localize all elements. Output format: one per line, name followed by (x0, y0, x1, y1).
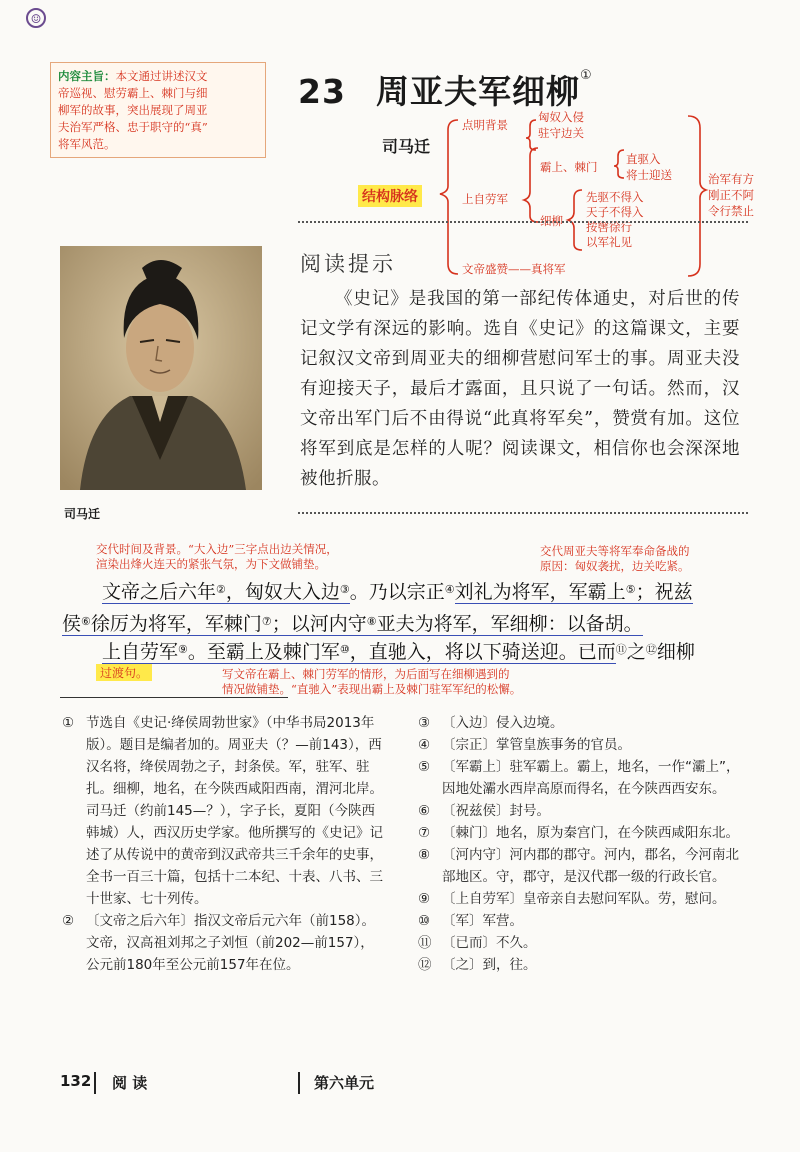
footnote-ref[interactable]: ⑦ (261, 615, 272, 628)
footer-unit: 第六单元 (314, 1074, 375, 1092)
text-run: 。乃以宗正 (349, 581, 445, 603)
page-number: 132 (60, 1072, 92, 1090)
footnote-ref[interactable]: ⑨ (178, 643, 188, 656)
annotation-line: 写文帝在霸上、棘门劳军的情形，为后面写在细柳遇到的 (222, 667, 510, 681)
footnote-item (62, 712, 384, 910)
summary-line: 柳军的故事，突出展现了周亚 (58, 103, 208, 117)
footnote-text: 〔祝兹侯〕封号。 (442, 803, 550, 819)
footnote-item (418, 712, 744, 734)
annotation-line: 交代时间及背景。“大入边”三字点出边关情况， (96, 542, 338, 556)
mindmap-node: 上自劳军 (462, 192, 508, 206)
text-run: ，匈奴大入边 (225, 581, 340, 603)
text-run: 之 (626, 641, 646, 663)
text-run: 侯 (62, 613, 82, 635)
smiley-icon: ☺ (26, 8, 46, 28)
footnote-text: 〔已而〕不久。 (442, 935, 537, 951)
footnote-item (418, 910, 744, 932)
lesson-title (298, 66, 593, 113)
footnote-text: 〔棘门〕地名，原为秦宫门，在今陕西咸阳东北。 (442, 825, 739, 841)
summary-label: 内容主旨： (58, 69, 116, 83)
footnote-text: 〔军〕军营。 (442, 913, 523, 929)
footnote-text: 〔文帝之后六年〕指汉文帝后元六年（前158）。文帝，汉高祖刘邦之子刘恒（前202—前157），公元前180年至公元前157年在位。 (86, 913, 376, 973)
divider (298, 512, 748, 514)
underlined-phrase (102, 581, 350, 604)
annotation-left (96, 542, 338, 572)
summary-line: 夫治军严格、忠于职守的“真” (58, 120, 208, 134)
lesson-title-text: 周亚夫军细柳 (375, 72, 580, 111)
footnote-item (418, 800, 744, 822)
footnote-ref[interactable]: ⑤ (625, 583, 636, 596)
text-run: ；祝兹 (635, 581, 693, 603)
transition-tag: 过渡句。 (96, 664, 152, 681)
mindmap-node: 以军礼见 (586, 235, 632, 249)
mindmap-node: 匈奴入侵 (538, 110, 584, 124)
footnote-ref[interactable]: ① (579, 68, 593, 83)
footnote-ref[interactable]: ⑧ (366, 615, 377, 628)
lesson-number: 23 (298, 72, 346, 111)
mindmap-node: 点明背景 (462, 118, 508, 132)
summary-line: 将军风范。 (58, 137, 116, 151)
footer-section: 阅 读 (112, 1074, 148, 1092)
footnote-item (418, 954, 744, 976)
underlined-phrase (455, 581, 693, 604)
annotation-line: 情况做铺垫。“直驰入”表现出霸上及棘门驻军军纪的松懈。 (222, 682, 522, 696)
footnote-item (418, 734, 744, 756)
mindmap-conclusion: 刚正不阿 (708, 188, 754, 202)
footnote-number: ① (62, 715, 75, 731)
mindmap-node: 文帝盛赞——真将军 (462, 262, 566, 276)
footnote-text: 〔宗正〕掌管皇族事务的官员。 (442, 737, 631, 753)
author-name: 司马迁 (382, 137, 431, 156)
summary-line: 帝巡视、慰劳霸上、棘门与细 (58, 86, 208, 100)
footnote-ref[interactable]: ⑫ (645, 643, 657, 656)
footer-separator (94, 1072, 96, 1094)
sima-qian-portrait (60, 246, 262, 490)
mindmap-conclusion: 治军有方 (708, 172, 754, 186)
footnote-item (418, 822, 744, 844)
footnote-item (418, 932, 744, 954)
underlined-phrase (188, 641, 616, 664)
text-run: ，直驰入，将以下骑送迎。已而 (349, 641, 616, 663)
mindmap-node: 将士迎送 (626, 168, 672, 182)
footnote-number: ③ (418, 715, 431, 731)
footnote-number: ⑤ (418, 759, 431, 775)
mindmap-node: 按辔徐行 (586, 220, 632, 234)
footnote-ref[interactable]: ② (216, 583, 226, 596)
underlined-phrase (62, 613, 643, 636)
footnote-ref[interactable]: ④ (444, 583, 455, 596)
text-run: 亚夫为将军，军细柳：以备胡。 (376, 613, 643, 635)
footnote-number: ④ (418, 737, 431, 753)
mindmap-node: 直驱入 (626, 152, 661, 166)
footer-separator (298, 1072, 300, 1094)
content-summary-box (50, 62, 266, 158)
footnote-number: ⑥ (418, 803, 431, 819)
footnote-number: ② (62, 913, 75, 929)
text-run: 刘礼为将军，军霸上 (454, 581, 626, 603)
mindmap-conclusion: 令行禁止 (708, 204, 754, 218)
footnote-item (418, 844, 744, 888)
mindmap-node: 驻守边关 (538, 126, 584, 140)
footnotes-right (418, 712, 744, 976)
footnote-item (62, 910, 384, 976)
text-run: ；以河内守 (271, 613, 367, 635)
footnote-item (418, 888, 744, 910)
footnote-text: 〔入边〕侵入边境。 (442, 715, 564, 731)
divider (298, 221, 748, 223)
structure-label: 结构脉络 (358, 185, 422, 207)
main-text-line-3 (102, 636, 695, 668)
text-run: 。至霸上及棘门军 (187, 641, 340, 663)
annotation-line: 渲染出烽火连天的紧张气氛，为下文做铺垫。 (96, 557, 326, 571)
text-run: 上自劳军 (102, 641, 179, 663)
footnote-text: 〔河内守〕河内郡的郡守。河内，郡名，今河南北部地区。守，郡守，是汉代郡一级的行政长官。 (442, 847, 739, 885)
footnote-number: ⑧ (418, 847, 431, 863)
portrait-caption: 司马迁 (64, 507, 101, 521)
footnote-ref[interactable]: ⑩ (339, 643, 350, 656)
text-run: 徐厉为将军，军棘门 (90, 613, 262, 635)
annotation-line: 交代周亚夫等将军奉命备战的 (540, 544, 690, 558)
footnote-text: 〔军霸上〕驻军霸上。霸上，地名，一作“灞上”，因地处灞水西岸高原而得名，在今陕西西安东。 (442, 759, 740, 797)
underlined-phrase (102, 641, 188, 664)
mindmap-node: 霸上、棘门 (540, 160, 598, 174)
mindmap-node: 先驱不得入 (586, 190, 644, 204)
annotation-line: 原因：匈奴袭扰，边关吃紧。 (540, 559, 690, 573)
footnote-text: 节选自《史记·绛侯周勃世家》（中华书局2013年版）。题目是编者加的。周亚夫（？—前143），西汉名将，绛侯周勃之子，封条侯。军，驻军、驻扎。细柳，地名，在今陕西咸阳西南，渭河北岸。司马迁（约前145—？），字子长，夏阳（今陕西韩城）人，西汉历史学家。他所撰写的《史记》记述了从传说中的黄帝到汉武帝共三千余年的史事，全书一百三十篇，包括十二本纪、十表、八书、三十世家、七十列传。 (86, 715, 383, 907)
text-run: 细柳 (656, 641, 695, 663)
footnote-ref[interactable]: ③ (339, 583, 350, 596)
footnotes-left (62, 712, 384, 976)
footnote-ref[interactable]: ⑥ (81, 615, 91, 628)
footnote-number: ⑩ (418, 913, 431, 929)
footnote-number: ⑨ (418, 891, 431, 907)
text-run: 文帝之后六年 (102, 581, 217, 603)
main-text-line-1 (102, 576, 693, 608)
annotation-right (540, 544, 690, 574)
footnote-item (418, 756, 744, 800)
footnote-ref[interactable]: ⑪ (615, 643, 627, 656)
footnote-number: ⑫ (418, 957, 432, 973)
footnote-text: 〔上自劳军〕皇帝亲自去慰问军队。劳，慰问。 (442, 891, 726, 907)
mindmap-node: 细柳 (540, 214, 563, 228)
annotation-bottom (222, 667, 521, 697)
footnote-number: ⑪ (418, 935, 432, 951)
footnote-text: 〔之〕到，往。 (442, 957, 537, 973)
footnote-number: ⑦ (418, 825, 431, 841)
reading-tips-body (300, 284, 740, 494)
footnote-rule (60, 697, 288, 698)
mindmap-node: 天子不得入 (586, 205, 644, 219)
reading-tips-text: 《史记》是我国的第一部纪传体通史，对后世的传记文学有深远的影响。选自《史记》的这篇课文，主要记叙汉文帝到周亚夫的细柳营慰问军士的事。周亚夫没有迎接天子，最后才露面，且只说了一句话。然而，汉文帝出军门后不由得说“此真将军矣”，赞赏有加。这位将军到底是怎样的人呢？阅读课文，相信你也会深深地被他折服。 (300, 289, 740, 489)
reading-tips-heading: 阅读提示 (300, 252, 396, 276)
summary-line: 本文通过讲述汉文 (115, 69, 208, 83)
